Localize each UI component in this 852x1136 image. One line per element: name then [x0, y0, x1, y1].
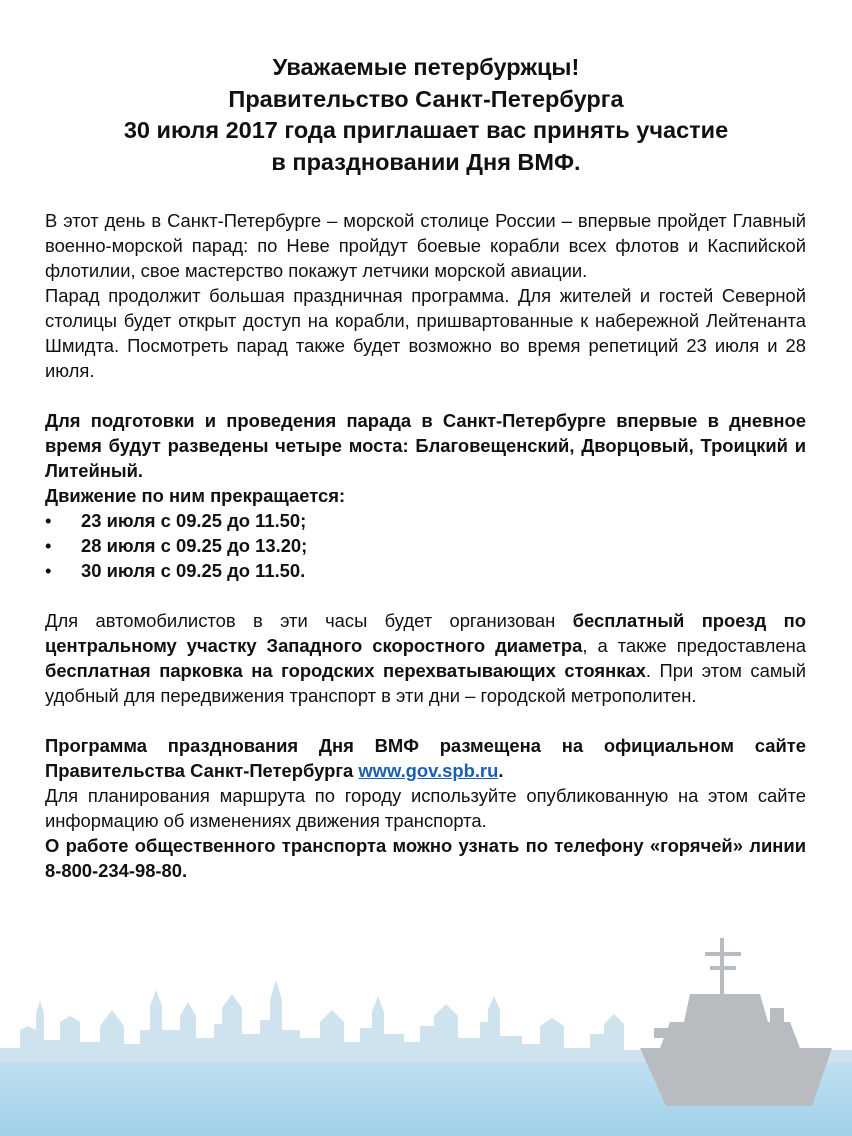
- warship-silhouette: [640, 938, 832, 1106]
- traffic-stop-heading: Движение по ним прекращается:: [45, 485, 346, 506]
- program-paragraph: Парад продолжит большая праздничная программа. Для жителей и гостей Северной столицы будет открыт доступ на корабли, пришвартованные к набережной Лейтенанта Шмидта. Посмотреть парад также будет возможно во время репетиций 23 июля и 28 июля.: [45, 285, 806, 381]
- closure-schedule-list: [45, 508, 806, 583]
- spacer: [45, 708, 806, 733]
- list-item: • 23 июля с 09.25 до 11.50;: [45, 510, 307, 531]
- drivers-paragraph: Для автомобилистов в эти часы будет организован бесплатный проезд по центральному участку Западного скоростного диаметра, а также предоставлена бесплатная парковка на городских перехватывающих стоянках. При этом самый удобный для передвижения транспорт в эти дни – городской метрополитен.: [45, 610, 806, 706]
- bullet-icon: •: [45, 535, 52, 556]
- intro-paragraph: В этот день в Санкт-Петербурге – морской столице России – впервые пройдет Главный военно-морской парад: по Неве пройдут боевые корабли всех флотов и Каспийской флотилии, свое мастерство покажут летчики морской авиации.: [45, 210, 806, 281]
- header-government: Правительство Санкт-Петербурга: [228, 85, 624, 112]
- spacer: [45, 583, 806, 608]
- bullet-icon: •: [45, 510, 52, 531]
- city-skyline-illustration: [0, 930, 852, 1136]
- route-planning-paragraph: Для планирования маршрута по городу используйте опубликованную на этом сайте информацию об изменениях движения транспорта.: [45, 785, 806, 831]
- gov-site-link[interactable]: www.gov.spb.ru: [358, 760, 499, 781]
- list-item: • 28 июля с 09.25 до 13.20;: [45, 535, 308, 556]
- header-greeting: Уважаемые петербуржцы!: [272, 54, 580, 80]
- official-site-paragraph: Программа празднования Дня ВМФ размещена на официальном сайте Правительства Санкт-Петербурга www.gov.spb.ru.: [45, 735, 806, 781]
- header-date-invitation: 30 июля 2017 года приглашает вас принять участие: [123, 117, 729, 143]
- list-item: • 30 июля с 09.25 до 11.50.: [45, 560, 306, 581]
- hotline-paragraph: О работе общественного транспорта можно узнать по телефону «горячей» линии 8-800-234-98-80.: [45, 835, 806, 881]
- free-passage-text: бесплатный проезд по центральному участку Западного скоростного диаметра: [45, 610, 806, 656]
- spacer: [45, 383, 806, 408]
- bullet-icon: •: [45, 560, 52, 581]
- announcement-header: [0, 52, 852, 178]
- header-event: в праздновании Дня ВМФ.: [271, 148, 581, 175]
- bridges-paragraph: Для подготовки и проведения парада в Санкт-Петербурге впервые в дневное время будут разведены четыре моста: Благовещенский, Дворцовый, Троицкий и Литейный.: [45, 410, 806, 481]
- free-parking-text: бесплатная парковка на городских перехватывающих стоянках: [45, 660, 646, 681]
- announcement-body: [45, 208, 806, 883]
